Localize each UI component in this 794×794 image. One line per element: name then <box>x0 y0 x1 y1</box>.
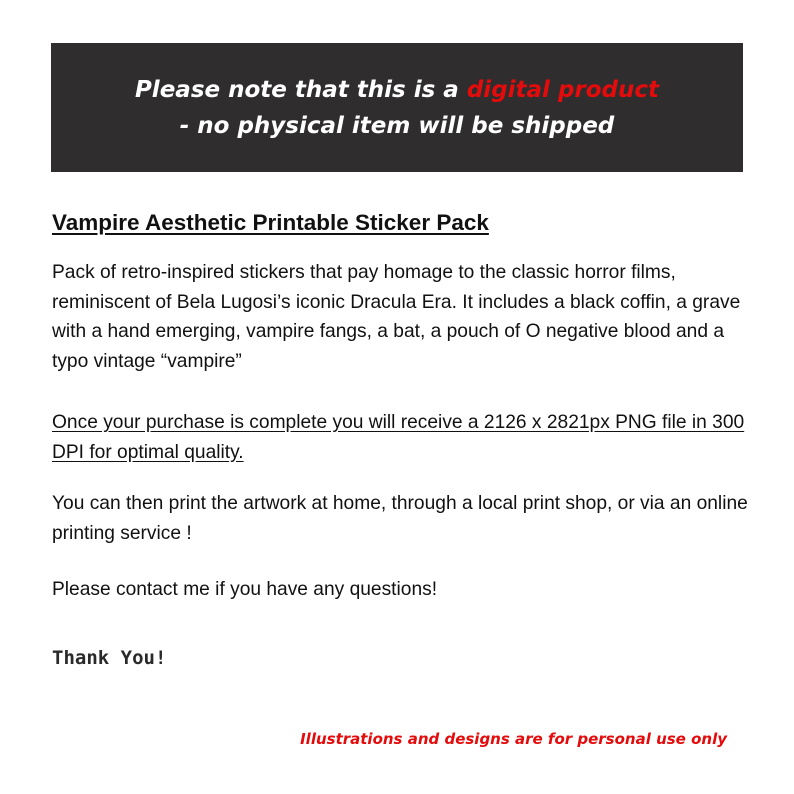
notice-line-2: - no physical item will be shipped <box>179 112 615 139</box>
product-title: Vampire Aesthetic Printable Sticker Pack <box>52 210 489 235</box>
purchase-note: Once your purchase is complete you will receive a 2126 x 2821px PNG file in 300 DPI for optimal quality. <box>52 412 745 463</box>
personal-use-disclaimer: Illustrations and designs are for personal use only <box>300 730 727 748</box>
notice-highlight: digital product <box>466 76 660 103</box>
product-description: Pack of retro-inspired stickers that pay homage to the classic horror films, reminiscent of Bela Lugosi’s iconic Dracula Era. It includes a black coffin, a grave with a hand emerging, vampire fangs, a bat, a pouch of O negative blood and a typo vintage “vampire” <box>52 262 741 372</box>
notice-line-1 <box>135 72 659 108</box>
digital-product-notice-banner <box>51 43 743 172</box>
print-note: You can then print the artwork at home, through a local print shop, or via an online printing service ! <box>52 493 748 544</box>
contact-note: Please contact me if you have any questions! <box>52 579 438 600</box>
notice-prefix: Please note that this is a <box>134 76 467 103</box>
thank-you-text: Thank You! <box>52 647 167 669</box>
